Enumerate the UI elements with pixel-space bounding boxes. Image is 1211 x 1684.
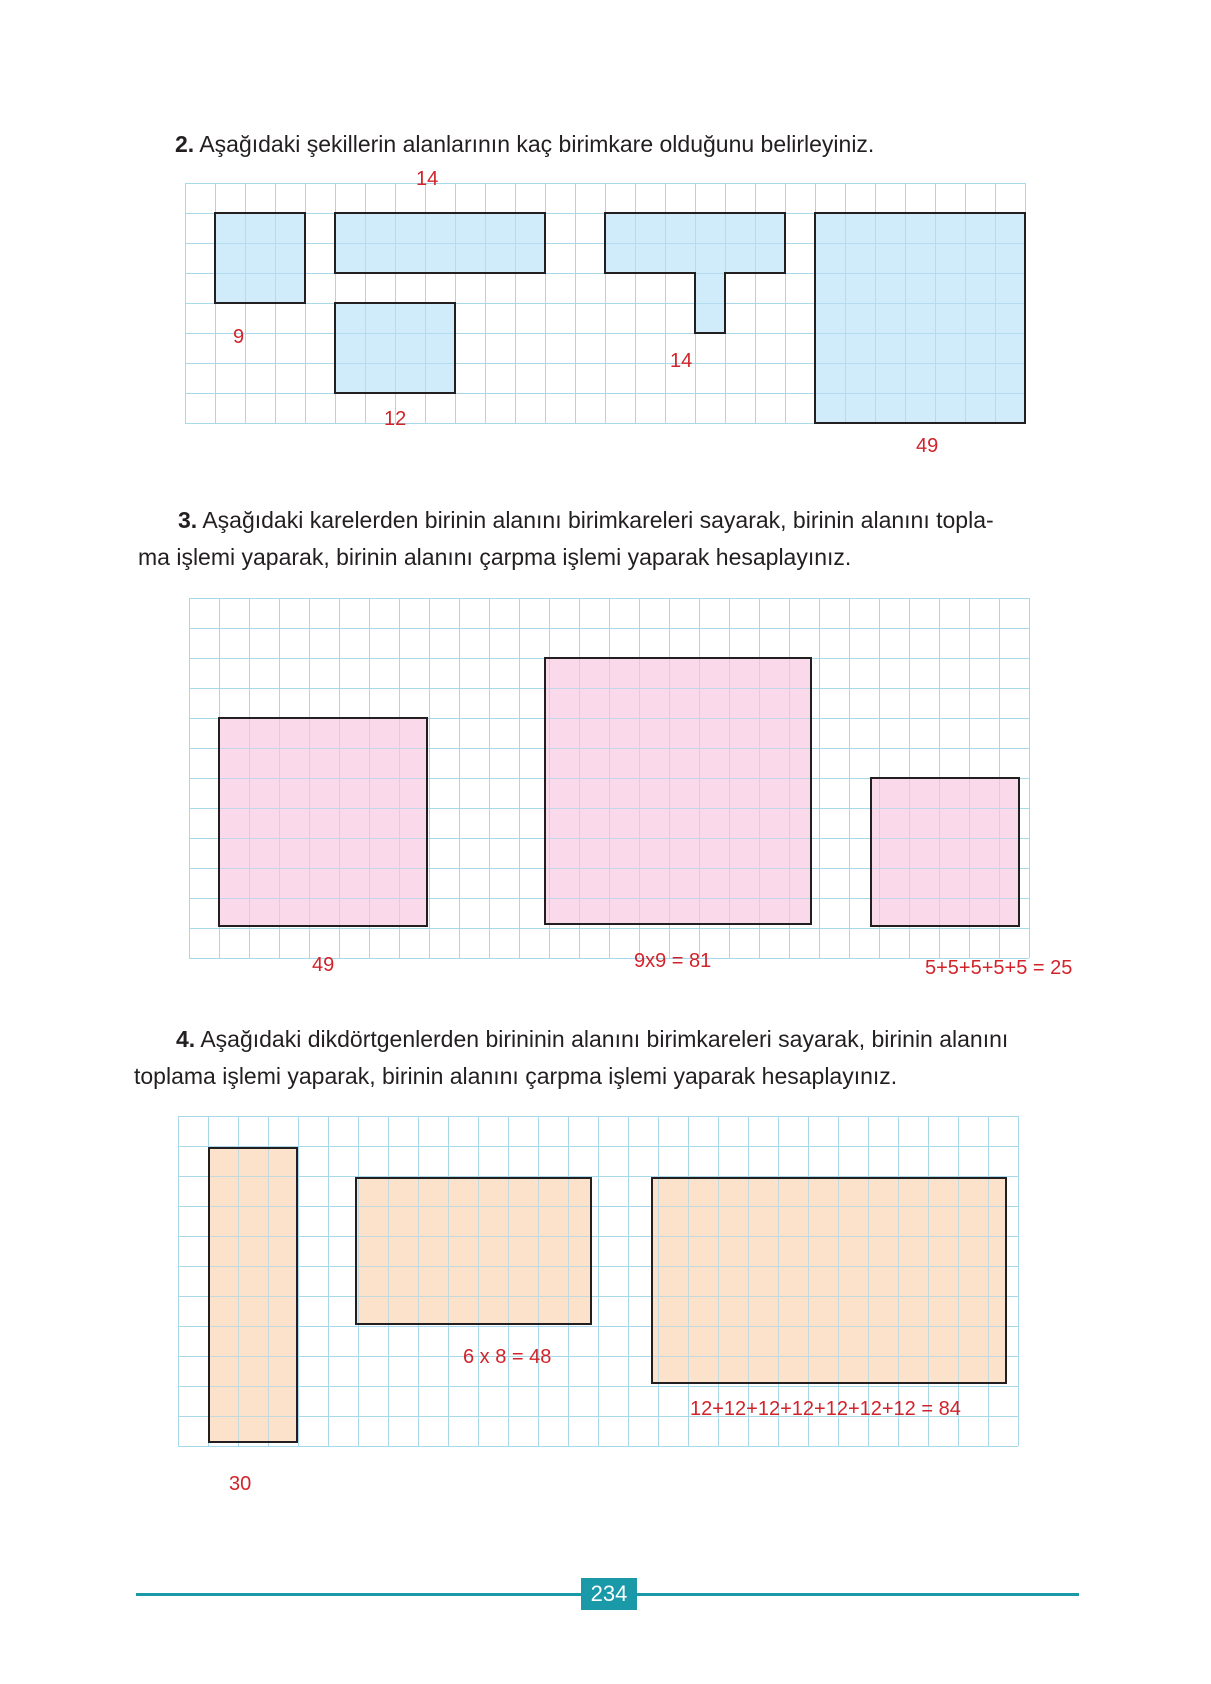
big-square-shape — [815, 213, 1025, 423]
tall-rect-shape — [209, 1148, 297, 1442]
answer-rect-top: 14 — [416, 168, 439, 190]
question-4-text-1: Aşağıdaki dikdörtgenlerden birininin alanını birimkareleri sayarak, birinin alanını — [200, 1026, 1009, 1052]
grid-q2 — [185, 183, 1045, 451]
question-2-text: Aşağıdaki şekillerin alanlarının kaç birimkare olduğunu belirleyiniz. — [199, 131, 875, 157]
answer-tall-rect: 30 — [229, 1473, 252, 1495]
footer-line-left — [136, 1593, 581, 1596]
question-3-text-2: ma işlemi yaparak, birinin alanını çarpma işlemi yaparak hesaplayınız. — [138, 544, 852, 570]
question-2 — [175, 126, 874, 163]
question-3-line-1 — [178, 502, 994, 539]
left-square-shape — [219, 718, 427, 926]
middle-rect-shape — [356, 1178, 591, 1324]
answer-rect-bottom: 12 — [384, 408, 407, 430]
answer-left-square: 49 — [312, 954, 335, 976]
right-square-shape — [871, 778, 1019, 926]
question-3-number: 3. — [178, 507, 198, 533]
question-3-text-1: Aşağıdaki karelerden birinin alanını birimkareleri sayarak, birinin alanını topla- — [202, 507, 994, 533]
middle-square-shape — [545, 658, 811, 924]
answer-small-square: 9 — [233, 326, 245, 348]
question-4-text-2: toplama işlemi yaparak, birinin alanını çarpma işlemi yaparak hesaplayınız. — [134, 1063, 898, 1089]
answer-t-shape: 14 — [670, 350, 693, 372]
question-4-line-2 — [134, 1058, 897, 1095]
grid-q2-svg — [185, 183, 1045, 451]
answer-middle-rect: 6 x 8 = 48 — [463, 1346, 552, 1368]
answer-middle-square: 9x9 = 81 — [634, 950, 712, 972]
page-number: 234 — [581, 1578, 637, 1610]
wide-rect-shape — [652, 1178, 1006, 1383]
answer-wide-rect: 12+12+12+12+12+12+12 = 84 — [690, 1398, 961, 1420]
question-4-number: 4. — [176, 1026, 196, 1052]
question-3-line-2 — [138, 539, 851, 576]
question-4-line-1 — [176, 1021, 1008, 1058]
footer-line-right — [637, 1593, 1079, 1596]
answer-big-square: 49 — [916, 435, 939, 457]
small-square-shape — [215, 213, 305, 303]
answer-right-square: 5+5+5+5+5 = 25 — [925, 957, 1073, 979]
grid-q3 — [189, 598, 1049, 986]
grid-q3-svg — [189, 598, 1049, 986]
question-2-number: 2. — [175, 131, 195, 157]
